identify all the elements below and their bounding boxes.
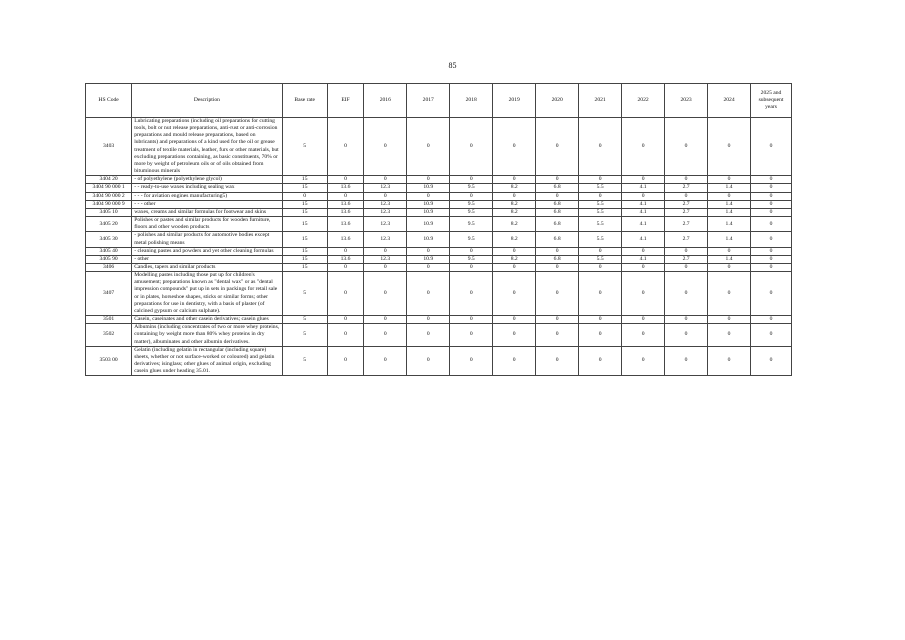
rate-cell: 0 [493,192,536,200]
table-row [86,263,792,271]
rate-cell: 0 [579,118,622,176]
rate-cell: 4.1 [622,217,665,232]
hs-code-cell: 3405 10 [86,208,132,216]
rate-cell: 6.8 [536,232,579,247]
column-header: 2019 [493,84,536,118]
rate-cell: 0 [407,316,450,324]
rate-cell: 0 [751,346,792,376]
rate-cell: 0 [493,324,536,346]
base-rate-cell: 15 [282,263,327,271]
rate-cell: 0 [622,192,665,200]
column-header: 2018 [450,84,493,118]
rate-cell: 0 [579,263,622,271]
hs-code-cell: 3404 90 000 9 [86,200,132,208]
hs-code-cell: 3502 [86,324,132,346]
hs-code-cell: 3405 30 [86,232,132,247]
table-row [86,316,792,324]
column-header: 2021 [579,84,622,118]
rate-cell: 9.5 [450,208,493,216]
rate-cell: 5.5 [579,200,622,208]
rate-cell: 6.8 [536,255,579,263]
rate-cell: 0 [665,118,708,176]
rate-cell: 0 [536,324,579,346]
rate-cell: 0 [665,192,708,200]
description-cell: - polishes and similar products for automotive bodies except metal polishing means [132,232,282,247]
rate-cell: 0 [751,316,792,324]
column-header: Description [132,84,282,118]
rate-cell: 2.7 [665,184,708,192]
base-rate-cell: 15 [282,217,327,232]
description-cell: - - ready-to-use waxes including sealing wax [132,184,282,192]
rate-cell: 2.7 [665,208,708,216]
table-row [86,324,792,346]
rate-cell: 0 [751,324,792,346]
rate-cell: 0 [450,192,493,200]
rate-cell: 0 [450,324,493,346]
rate-cell: 0 [751,184,792,192]
rate-cell: 0 [364,324,407,346]
description-cell: Modelling pastes including those put up for children's amusement; preparations known as "dental wax" or as "dental impression compounds" put up in sets in packings for retail sale or in plates, horseshoe shapes, sticks or similar forms; other preparations for use in dentistry, with a basis of plaster (of calcined gypsum or calcium sulphate). [132,272,282,316]
rate-cell: 0 [327,316,364,324]
column-header: 2025 and subsequent years [751,84,792,118]
hs-code-cell: 3407 [86,272,132,316]
rate-cell: 0 [665,247,708,255]
rate-cell: 0 [364,346,407,376]
rate-cell: 0 [751,255,792,263]
base-rate-cell: 5 [282,316,327,324]
table-row [86,176,792,184]
base-rate-cell: 15 [282,200,327,208]
rate-cell: 0 [327,263,364,271]
description-cell: Gelatin (including gelatin in rectangular (including square) sheets, whether or not surface-worked or coloured) and gelatin derivatives; isinglass; other glues of animal origin, excluding casein glues under heading 35.01. [132,346,282,376]
rate-cell: 10.9 [407,200,450,208]
rate-cell: 10.9 [407,232,450,247]
rate-cell: 0 [579,346,622,376]
rate-cell: 0 [327,176,364,184]
rate-cell: 12.3 [364,232,407,247]
column-header: Base rate [282,84,327,118]
rate-cell: 0 [665,316,708,324]
rate-cell: 0 [364,192,407,200]
rate-cell: 0 [751,272,792,316]
description-cell: - cleaning pastes and powders and yet other cleaning formulas [132,247,282,255]
rate-cell: 6.8 [536,200,579,208]
rate-cell: 0 [751,200,792,208]
table-row [86,232,792,247]
rate-cell: 0 [407,263,450,271]
rate-cell: 0 [407,272,450,316]
rate-cell: 0 [751,118,792,176]
rate-cell: 5.5 [579,217,622,232]
table-row [86,255,792,263]
rate-cell: 0 [450,316,493,324]
rate-cell: 0 [327,272,364,316]
rate-cell: 2.7 [665,232,708,247]
rate-cell: 0 [327,118,364,176]
rate-cell: 0 [622,316,665,324]
rate-cell: 0 [450,118,493,176]
column-header: 2023 [665,84,708,118]
rate-cell: 8.2 [493,232,536,247]
hs-code-cell: 3404 90 000 1 [86,184,132,192]
rate-cell: 0 [407,247,450,255]
column-header: 2024 [708,84,751,118]
rate-cell: 2.7 [665,217,708,232]
rate-cell: 0 [536,263,579,271]
hs-code-cell: 3501 [86,316,132,324]
rate-cell: 4.1 [622,255,665,263]
rate-cell: 0 [493,118,536,176]
table-row [86,346,792,376]
description-cell: Albumins (including concentrates of two or more whey proteins, containing by weight more than 80% whey proteins in dry matter), albuminates and other albumin derivatives. [132,324,282,346]
rate-cell: 0 [751,176,792,184]
rate-cell: 0 [622,324,665,346]
rate-cell: 9.5 [450,255,493,263]
table-row [86,247,792,255]
rate-cell: 0 [493,247,536,255]
base-rate-cell: 5 [282,324,327,346]
rate-cell: 8.2 [493,217,536,232]
rate-cell: 9.5 [450,200,493,208]
rate-cell: 13.6 [327,255,364,263]
table-row [86,272,792,316]
rate-cell: 0 [708,316,751,324]
column-header: HS Code [86,84,132,118]
rate-cell: 8.2 [493,208,536,216]
description-cell: waxes, creams and similar formulas for footwear and skins [132,208,282,216]
description-cell: Candles, tapers and similar products [132,263,282,271]
rate-cell: 13.6 [327,184,364,192]
description-cell: - other [132,255,282,263]
rate-cell: 0 [708,247,751,255]
rate-cell: 2.7 [665,255,708,263]
rate-cell: 10.9 [407,184,450,192]
rate-cell: 0 [364,316,407,324]
rate-cell: 0 [622,176,665,184]
rate-cell: 0 [450,272,493,316]
hs-code-cell: 3503 00 [86,346,132,376]
rate-cell: 4.1 [622,232,665,247]
rate-cell: 0 [536,176,579,184]
base-rate-cell: 15 [282,176,327,184]
rate-cell: 0 [407,192,450,200]
rate-cell: 13.6 [327,200,364,208]
rate-cell: 0 [407,346,450,376]
rate-cell: 0 [665,324,708,346]
hs-code-cell: 3405 20 [86,217,132,232]
rate-cell: 0 [327,324,364,346]
rate-cell: 8.2 [493,184,536,192]
rate-cell: 0 [751,208,792,216]
rate-cell: 0 [622,272,665,316]
rate-cell: 0 [579,324,622,346]
hs-code-cell: 3403 [86,118,132,176]
rate-cell: 0 [622,118,665,176]
rate-cell: 1.4 [708,208,751,216]
table-header-row [86,84,792,118]
column-header: 2020 [536,84,579,118]
rate-cell: 0 [579,316,622,324]
rate-cell: 13.6 [327,232,364,247]
page-number: 85 [448,61,457,70]
base-rate-cell: 5 [282,118,327,176]
base-rate-cell: 15 [282,232,327,247]
column-header: 2016 [364,84,407,118]
rate-cell: 12.3 [364,200,407,208]
rate-cell: 0 [708,346,751,376]
rate-cell: 0 [665,176,708,184]
rate-cell: 0 [579,176,622,184]
rate-cell: 4.1 [622,184,665,192]
rate-cell: 0 [493,272,536,316]
rate-cell: 0 [536,316,579,324]
table-body [86,118,792,376]
rate-cell: 0 [407,118,450,176]
rate-cell: 0 [579,272,622,316]
table-row [86,192,792,200]
table-row [86,184,792,192]
rate-cell: 1.4 [708,232,751,247]
rate-cell: 0 [493,316,536,324]
hs-code-cell: 3404 90 000 2 [86,192,132,200]
rate-cell: 5.5 [579,232,622,247]
hs-code-cell: 3404 20 [86,176,132,184]
rate-cell: 0 [536,272,579,316]
table-row [86,208,792,216]
rate-cell: 9.5 [450,232,493,247]
rate-cell: 0 [450,263,493,271]
rate-cell: 0 [536,247,579,255]
rate-cell: 0 [407,176,450,184]
rate-cell: 0 [364,176,407,184]
rate-cell: 0 [364,247,407,255]
rate-cell: 0 [708,118,751,176]
rate-cell: 6.8 [536,208,579,216]
description-cell: Casein, caseinates and other casein derivatives; casein glues [132,316,282,324]
rate-cell: 0 [493,176,536,184]
base-rate-cell: 15 [282,184,327,192]
rate-cell: 5.5 [579,255,622,263]
rate-cell: 0 [665,272,708,316]
rate-cell: 0 [665,346,708,376]
rate-cell: 1.4 [708,217,751,232]
rate-cell: 0 [536,192,579,200]
column-header: 2017 [407,84,450,118]
rate-cell: 0 [579,247,622,255]
column-header: 2022 [622,84,665,118]
rate-cell: 6.8 [536,184,579,192]
rate-cell: 0 [751,232,792,247]
rate-cell: 0 [622,263,665,271]
base-rate-cell: 15 [282,208,327,216]
rate-cell: 6.8 [536,217,579,232]
rate-cell: 0 [751,247,792,255]
rate-cell: 0 [708,324,751,346]
tariff-schedule-table [85,83,792,376]
rate-cell: 0 [364,118,407,176]
rate-cell: 0 [708,263,751,271]
rate-cell: 0 [622,346,665,376]
rate-cell: 0 [364,263,407,271]
table-row [86,118,792,176]
rate-cell: 0 [493,263,536,271]
hs-code-cell: 3405 90 [86,255,132,263]
rate-cell: 0 [364,272,407,316]
description-cell: Lubricating preparations (including oil preparations for cutting tools, bolt or nut release preparations, anti-rust or anti-corrosion preparations and mould release preparations, based on lubricants) and preparations of a kind used for the oil or grease treatment of textile materials, leather, furs or other materials, but excluding preparations containing, as basic constituents, 70% or more by weight of petroleum oils or of oils obtained from bituminous minerals [132,118,282,176]
rate-cell: 10.9 [407,208,450,216]
rate-cell: 12.3 [364,255,407,263]
rate-cell: 0 [708,176,751,184]
rate-cell: 0 [450,247,493,255]
rate-cell: 5.5 [579,208,622,216]
table-row [86,217,792,232]
rate-cell: 0 [579,192,622,200]
rate-cell: 0 [536,346,579,376]
rate-cell: 0 [708,272,751,316]
rate-cell: 10.9 [407,217,450,232]
rate-cell: 4.1 [622,200,665,208]
rate-cell: 0 [327,346,364,376]
column-header: EIF [327,84,364,118]
hs-code-cell: 3405 40 [86,247,132,255]
rate-cell: 13.6 [327,208,364,216]
rate-cell: 0 [407,324,450,346]
rate-cell: 12.3 [364,208,407,216]
rate-cell: 0 [751,217,792,232]
rate-cell: 0 [536,118,579,176]
rate-cell: 5.5 [579,184,622,192]
rate-cell: 1.4 [708,184,751,192]
description-cell: - - - other [132,200,282,208]
base-rate-cell: 5 [282,272,327,316]
rate-cell: 1.4 [708,200,751,208]
rate-cell: 0 [751,192,792,200]
rate-cell: 0 [327,247,364,255]
rate-cell: 9.5 [450,217,493,232]
rate-cell: 9.5 [450,184,493,192]
hs-code-cell: 3406 [86,263,132,271]
rate-cell: 12.3 [364,217,407,232]
rate-cell: 0 [751,263,792,271]
base-rate-cell: 5 [282,346,327,376]
rate-cell: 13.6 [327,217,364,232]
rate-cell: 8.2 [493,200,536,208]
description-cell: - - - for aviation engines manufacturing5) [132,192,282,200]
rate-cell: 0 [493,346,536,376]
rate-cell: 0 [708,192,751,200]
rate-cell: 1.4 [708,255,751,263]
rate-cell: 0 [622,247,665,255]
rate-cell: 10.9 [407,255,450,263]
base-rate-cell: 15 [282,247,327,255]
rate-cell: 4.1 [622,208,665,216]
base-rate-cell: 0 [282,192,327,200]
rate-cell: 0 [327,192,364,200]
rate-cell: 12.3 [364,184,407,192]
rate-cell: 0 [665,263,708,271]
rate-cell: 0 [450,346,493,376]
base-rate-cell: 15 [282,255,327,263]
rate-cell: 0 [450,176,493,184]
rate-cell: 8.2 [493,255,536,263]
rate-cell: 2.7 [665,200,708,208]
description-cell: - of polyethylene (polyethylene glycol) [132,176,282,184]
description-cell: Polishes or pastes and similar products for wooden furniture, floors and other wooden products [132,217,282,232]
table-row [86,200,792,208]
